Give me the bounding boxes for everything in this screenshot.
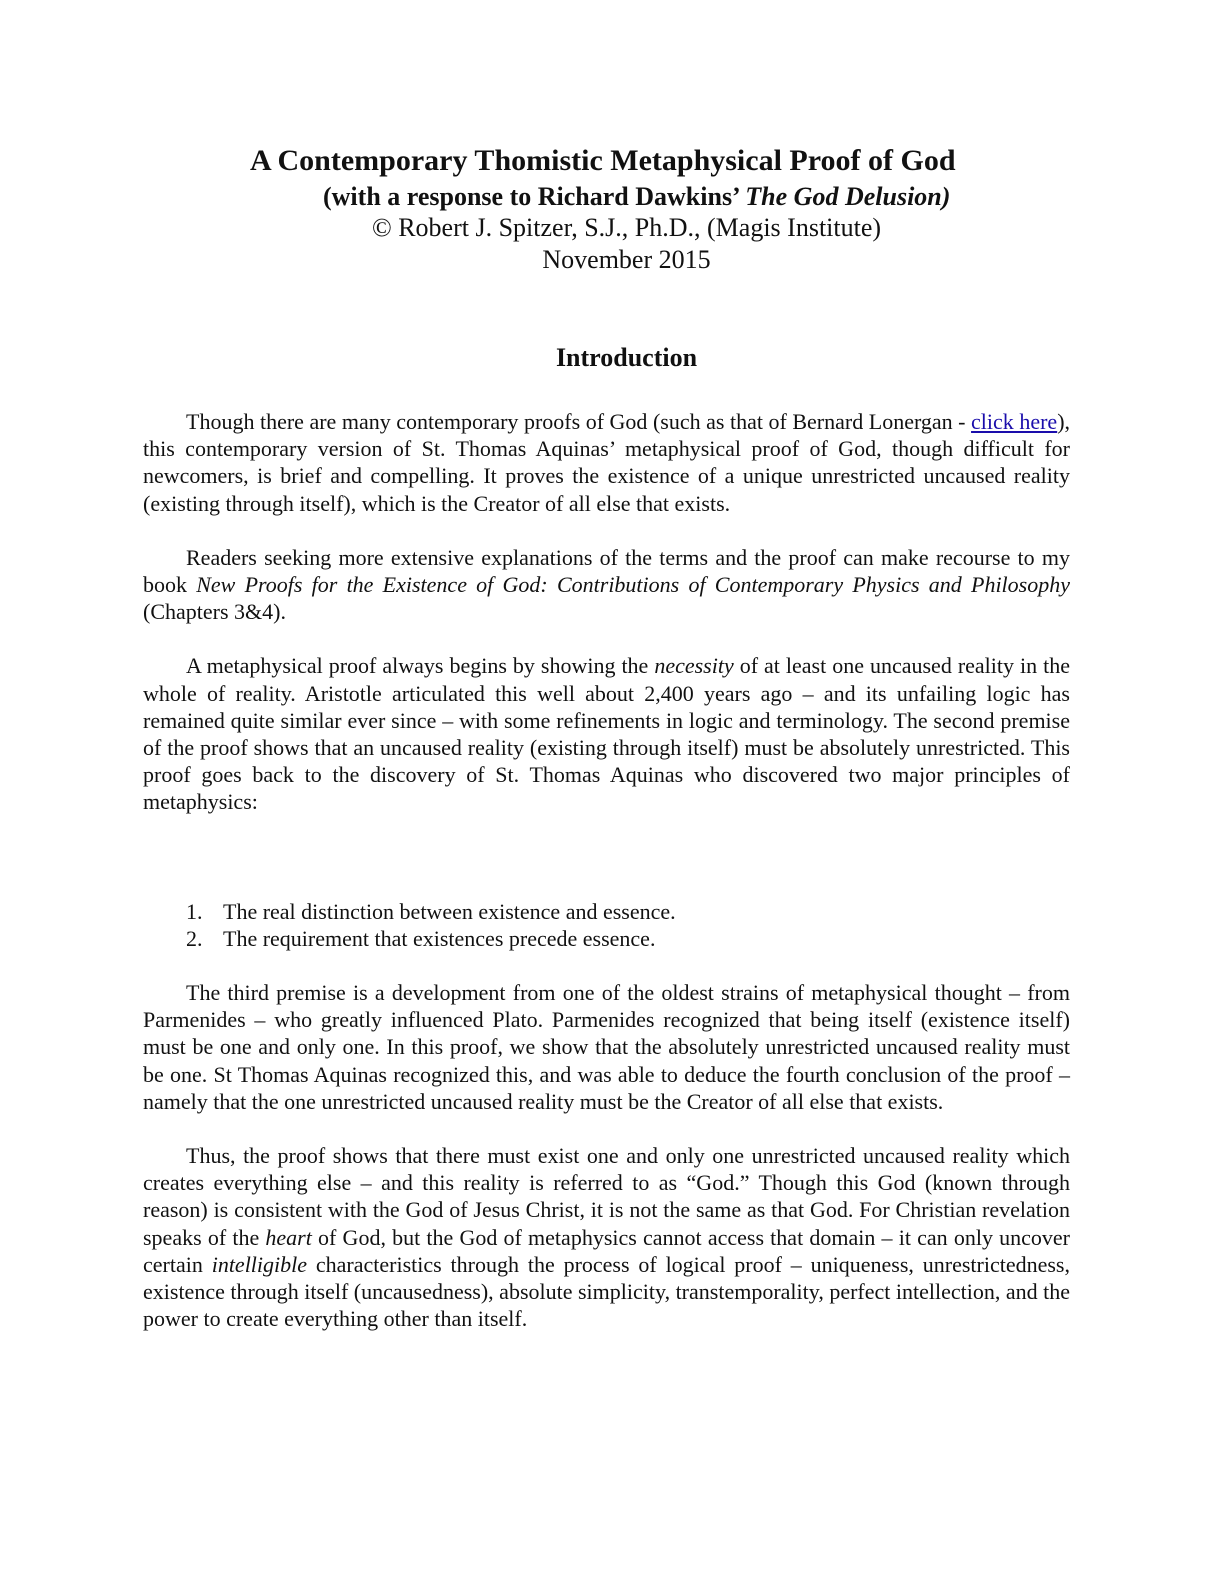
paragraph-6-text-c: characteristics through the process of logical proof – uniqueness, unrestrictedness, existence through itself (uncausedness), absolute simplicity, transtemporality, perfect intellection, and the power to create everything other than itself. xyxy=(143,1251,1070,1332)
book-title-italic: New Proofs for the Existence of God: Contributions of Contemporary Physics and Philosophy xyxy=(196,572,1070,598)
list-item-text: The requirement that existences precede essence. xyxy=(223,925,656,951)
intelligible-italic: intelligible xyxy=(211,1251,308,1277)
paragraph-6-text-b: of God, but the God of metaphysics cannot access that domain – it can only uncover certain xyxy=(143,1224,1070,1277)
paragraph-2-text-a: Readers seeking more extensive explanations of the terms and the proof can make recourse to my book xyxy=(143,544,1070,598)
paragraph-3-text-a: A metaphysical proof always begins by showing the xyxy=(186,653,655,679)
paragraph-1-text-b: ), this contemporary version of St. Thomas Aquinas’ metaphysical proof of God, though difficult for newcomers, is brief and compelling. It proves the existence of a unique unrestricted uncaused reality (existing through itself), which is the Creator of all else that exists. xyxy=(143,409,1071,516)
paragraph-1 xyxy=(143,408,1070,517)
paragraph-2-text-b: (Chapters 3&4). xyxy=(143,599,286,625)
paragraph-3 xyxy=(143,652,1070,815)
document-page xyxy=(143,140,1070,1332)
list-item xyxy=(186,925,1070,952)
subtitle-book-title: The God Delusion) xyxy=(745,182,951,211)
paragraph-6 xyxy=(143,1142,1070,1332)
necessity-italic: necessity xyxy=(654,653,734,679)
date-line: November 2015 xyxy=(542,245,711,274)
list-item-text: The real distinction between existence and essence. xyxy=(223,898,676,924)
author-line: © Robert J. Spitzer, S.J., Ph.D., (Magis Institute) xyxy=(371,213,882,242)
paragraph-1-text-a: Though there are many contemporary proofs of God (such as that of Bernard Lonergan - xyxy=(186,409,972,434)
click-here-link[interactable]: click here xyxy=(971,409,1058,434)
document-subtitle xyxy=(323,182,1070,212)
list-item-number: 2. xyxy=(186,925,203,951)
list-item xyxy=(186,898,1070,925)
heart-italic: heart xyxy=(265,1224,312,1250)
document-title: A Contemporary Thomistic Metaphysical Proof of God xyxy=(250,144,956,177)
principles-list xyxy=(186,898,1070,952)
section-heading-introduction: Introduction xyxy=(555,343,698,372)
list-item-number: 1. xyxy=(186,898,203,924)
paragraph-2 xyxy=(143,544,1070,626)
paragraph-6-text-a: Thus, the proof shows that there must exist one and only one unrestricted uncaused reality which creates everything else – and this reality is referred to as “God.” Though this God (known through reason) is consistent with the God of Jesus Christ, it is not the same as that God. For Christian revelation speaks of the xyxy=(143,1143,1070,1250)
paragraph-3-text-b: of at least one uncaused reality in the whole of reality. Aristotle articulated this well about 2,400 years ago – and its unfailing logic has remained quite similar ever since – with some refinements in logic and terminology. The second premise of the proof shows that an uncaused reality (existing through itself) must be absolutely unrestricted. This proof goes back to the discovery of St. Thomas Aquinas who discovered two major principles of metaphysics: xyxy=(143,653,1070,815)
subtitle-text: (with a response to Richard Dawkins’ xyxy=(323,182,746,211)
paragraph-5: The third premise is a development from one of the oldest strains of metaphysical thought – from Parmenides – who greatly influenced Plato. Parmenides recognized that being itself (existence itself) must be one and only one. In this proof, we show that the absolutely unrestricted uncaused reality must be one. St Thomas Aquinas recognized this, and was able to deduce the fourth conclusion of the proof – namely that the one unrestricted uncaused reality must be the Creator of all else that exists. xyxy=(143,980,1070,1114)
